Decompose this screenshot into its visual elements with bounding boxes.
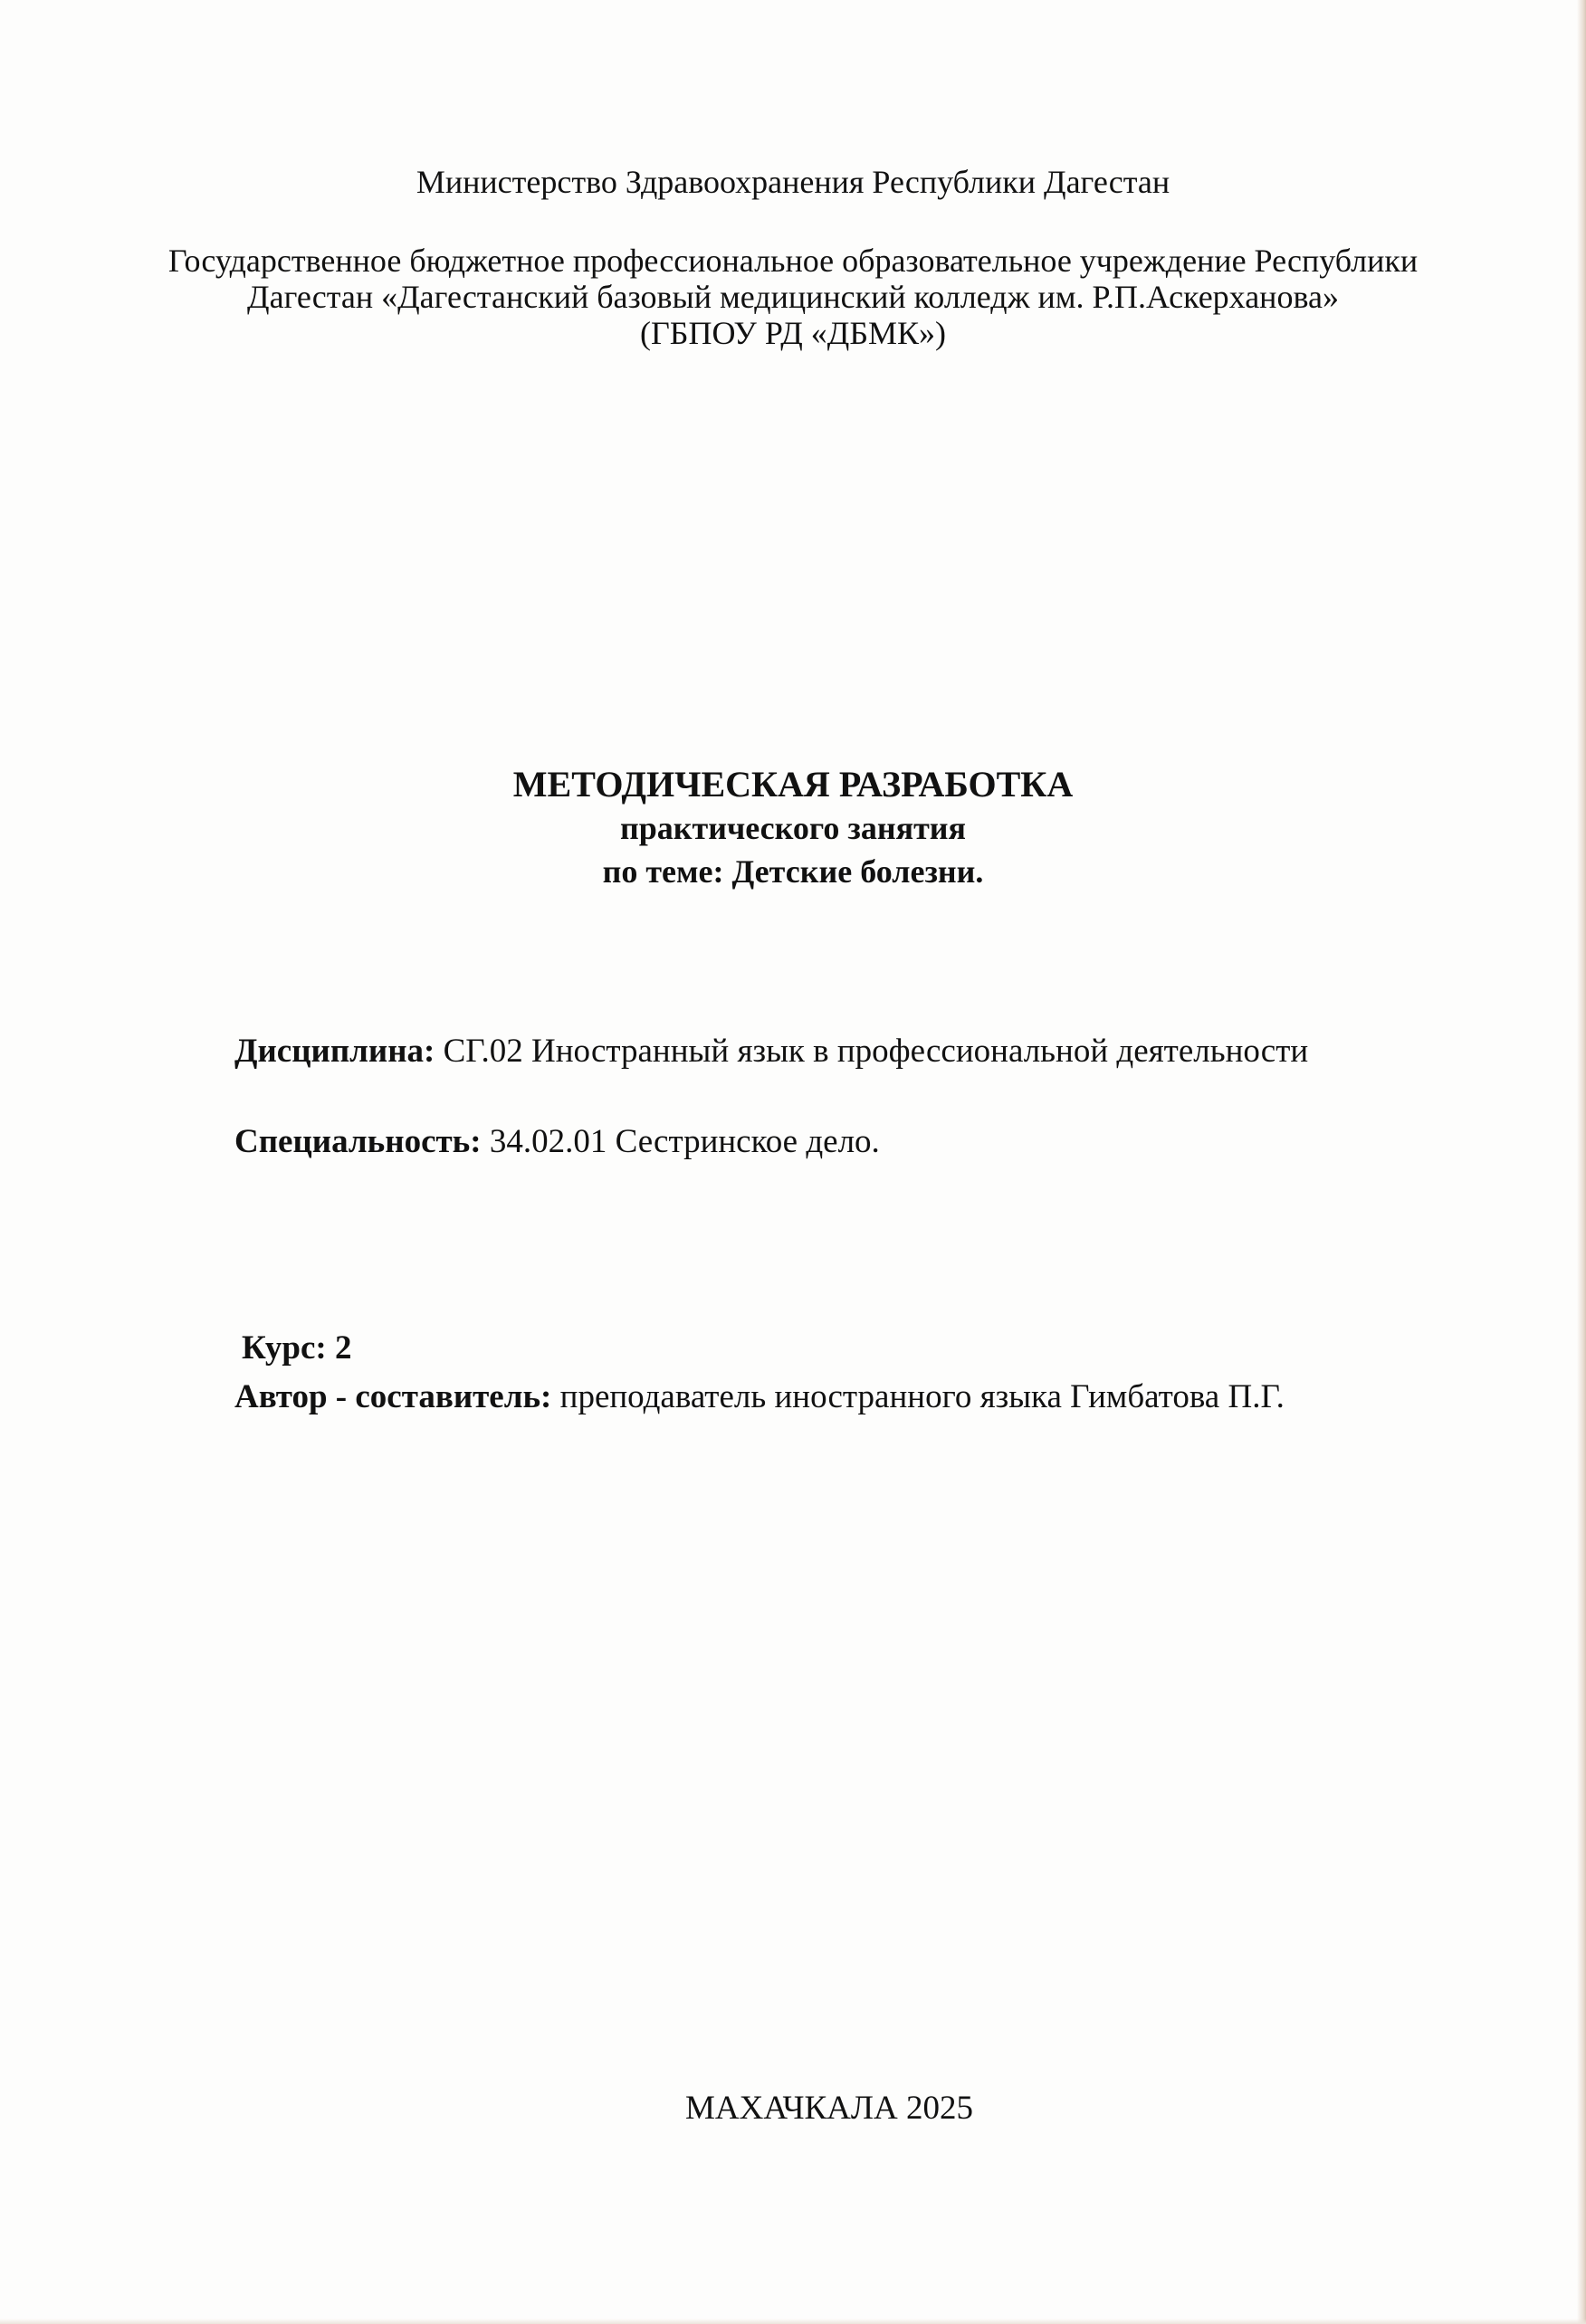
course-field: [242, 1329, 351, 1367]
title-main: МЕТОДИЧЕСКАЯ РАЗРАБОТКА: [512, 764, 1074, 805]
specialty-label: Специальность:: [234, 1123, 482, 1160]
document-title: [0, 763, 1586, 893]
specialty-field: [234, 1122, 880, 1161]
author-label: Автор - составитель:: [234, 1378, 552, 1415]
author-value: преподаватель иностранного языка Гимбатова П.Г.: [551, 1378, 1285, 1415]
institution-line-1: Государственное бюджетное профессиональное образовательное учреждение Республики: [167, 243, 1419, 279]
discipline-field: [234, 1032, 1308, 1071]
title-topic: по теме: Детские болезни.: [602, 853, 984, 890]
author-field: [234, 1377, 1285, 1416]
title-subtitle: практического занятия: [620, 810, 966, 846]
specialty-value: 34.02.01 Сестринское дело.: [481, 1123, 880, 1160]
institution-abbreviation: (ГБПОУ РД «ДБМК»): [639, 315, 947, 351]
institution-name: [0, 243, 1586, 351]
city-year: МАХАЧКАЛА 2025: [685, 2090, 973, 2127]
discipline-value: СГ.02 Иностранный язык в профессиональной деятельности: [435, 1033, 1309, 1070]
page-bottom-shadow: [0, 2319, 1586, 2324]
institution-line-2: Дагестан «Дагестанский базовый медицинский колледж им. Р.П.Аскерханова»: [247, 279, 1339, 315]
course-label: Курс: 2: [242, 1329, 352, 1367]
ministry-name: Министерство Здравоохранения Республики Дагестан: [416, 164, 1170, 200]
discipline-label: Дисциплина:: [234, 1033, 435, 1070]
